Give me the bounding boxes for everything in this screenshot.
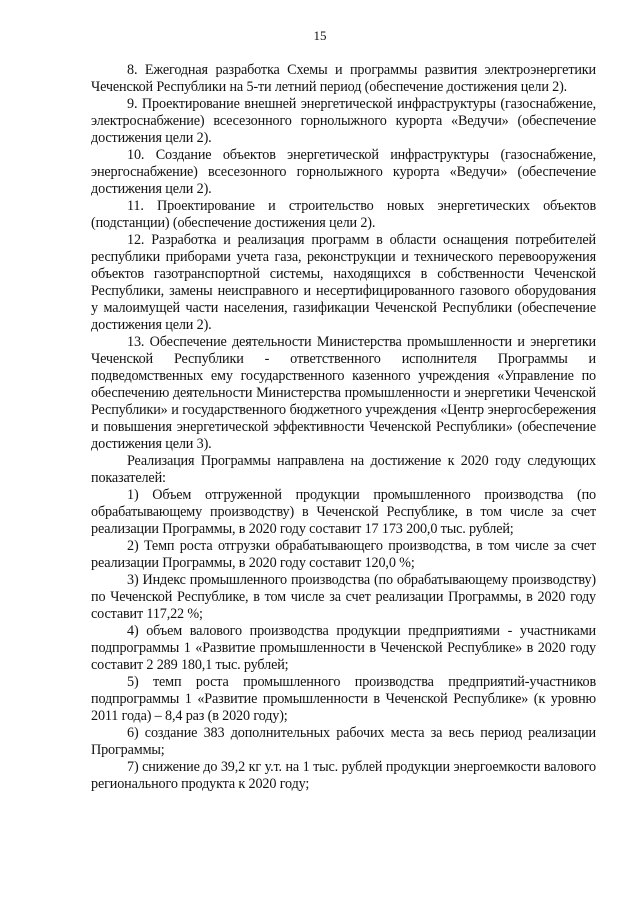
indicator-item-5: 5) темп роста промышленного производства предприятий-участников подпрограммы 1 «Развитие промышленности в Чеченской Республике» (к уровню 2011 года) – 8,4 раз (в 2020 году);: [91, 674, 596, 724]
paragraph-item-10: 10. Создание объектов энергетической инфраструктуры (газоснабжение, энергоснабжение) всесезонного горнолыжного курорта «Ведучи» (обеспечение достижения цели 2).: [91, 147, 596, 197]
paragraph-item-12: 12. Разработка и реализация программ в области оснащения потребителей республики приборами учета газа, реконструкции и технического перевооружения объектов газотранспортной системы, находящихся в собственности Чеченской Республики, замены неисправного и несертифицированного газового оборудования у малоимущей части населения, газификации Чеченской Республики (обеспечение достижения цели 2).: [91, 232, 596, 333]
page-number: 15: [313, 28, 327, 43]
paragraph-indicators-intro: Реализация Программы направлена на достижение к 2020 году следующих показателей:: [91, 453, 596, 486]
paragraph-item-8: 8. Ежегодная разработка Схемы и программы развития электроэнергетики Чеченской Республики на 5-ти летний период (обеспечение достижения цели 2).: [91, 62, 596, 95]
indicator-item-4: 4) объем валового производства продукции предприятиями - участниками подпрограммы 1 «Развитие промышленности в Чеченской Республике» в 2020 году составит 2 289 180,1 тыс. рублей;: [91, 623, 596, 673]
indicator-item-2: 2) Темп роста отгрузки обрабатывающего производства, в том числе за счет реализации Программы, в 2020 году составит 120,0 %;: [91, 538, 596, 571]
indicator-item-3: 3) Индекс промышленного производства (по обрабатывающему производству) по Чеченской Республике, в том числе за счет реализации Программы, в 2020 году составит 117,22 %;: [91, 572, 596, 622]
indicator-item-7: 7) снижение до 39,2 кг у.т. на 1 тыс. рублей продукции энергоемкости валового регионального продукта к 2020 году;: [91, 759, 596, 792]
indicator-item-1: 1) Объем отгруженной продукции промышленного производства (по обрабатывающему производству) в Чеченской Республике, в том числе за счет реализации Программы, в 2020 году составит 17 173 200,0 тыс. рублей;: [91, 487, 596, 537]
paragraph-item-13: 13. Обеспечение деятельности Министерства промышленности и энергетики Чеченской Республики - ответственного исполнителя Программы и подведомственных ему государственного казенного учреждения «Управление по обеспечению деятельности Министерства промышленности и энергетики Чеченской Республики» и государственного бюджетного учреждения «Центр энергосбережения и повышения энергетической эффективности Чеченской Республики» (обеспечение достижения цели 3).: [91, 334, 596, 452]
indicator-item-6: 6) создание 383 дополнительных рабочих места за весь период реализации Программы;: [91, 725, 596, 758]
document-body: [91, 62, 596, 793]
paragraph-item-9: 9. Проектирование внешней энергетической инфраструктуры (газоснабжение, электроснабжение) всесезонного горнолыжного курорта «Ведучи» (обеспечение достижения цели 2).: [91, 96, 596, 146]
paragraph-item-11: 11. Проектирование и строительство новых энергетических объектов (подстанции) (обеспечение достижения цели 2).: [91, 198, 596, 231]
